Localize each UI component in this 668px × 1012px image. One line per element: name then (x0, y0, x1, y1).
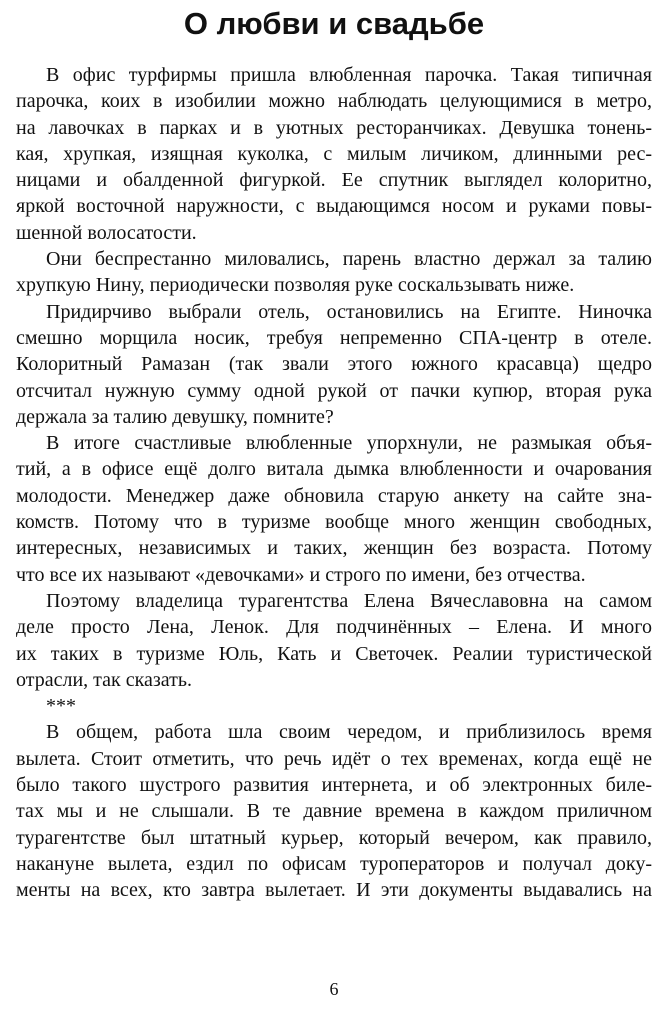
text-line: интересных, независимых и таких, женщин без возраста. Потому (16, 537, 652, 560)
page-number: 6 (329, 979, 339, 999)
text-line: накануне вылета, ездил по офисам туроператоров и получал доку- (16, 852, 652, 875)
text-line: яркой восточной наружности, с выдающимся носом и руками повы- (16, 195, 652, 218)
text-line: кая, хрупкая, изящная куколка, с милым личиком, длинными рес- (16, 142, 652, 165)
text-line: хрупкую Нину, периодически позволяя руке соскальзывать ниже. (16, 274, 575, 297)
text-line: комств. Потому что в туризме вообще много женщин свободных, (16, 511, 652, 534)
text-line: ницами и обалденной фигуркой. Ее спутник выглядел колоритно, (16, 169, 652, 192)
text-line: В офис турфирмы пришла влюбленная парочка. Такая типичная (46, 64, 652, 86)
text-line: их таких в туризме Юль, Кать и Светочек. Реалии туристической (16, 642, 652, 665)
text-line: смешно морщила носик, требуя непременно СПА-центр в отеле. (16, 326, 652, 349)
text-line: парочка, коих в изобилии можно наблюдать целующимися в метро, (16, 90, 652, 113)
text-line: шенной волосатости. (16, 221, 197, 244)
text-line: В общем, работа шла своим чередом, и приблизилось время (46, 721, 652, 744)
text-line: менты на всех, кто завтра вылетает. И эти документы выдавались на (16, 879, 652, 902)
text-line: Колоритный Рамазан (так звали этого южного красавца) щедро (16, 353, 652, 376)
text-line: турагентстве был штатный курьер, который вечером, как правило, (16, 826, 652, 849)
text-line: отрасли, так сказать. (16, 668, 193, 691)
text-line: вылета. Стоит отметить, что речь идёт о тех временах, когда ещё не (16, 747, 652, 770)
text-line: держала за талию девушку, помните? (16, 405, 334, 428)
text-line: было такого шустрого развития интернета, и об электронных биле- (16, 774, 652, 797)
text-line: Поэтому владелица турагентства Елена Вячеславовна на самом (46, 589, 652, 612)
text-line: молодости. Менеджер даже обновила старую анкету на сайте зна- (16, 484, 652, 507)
text-line: тий, а в офисе ещё долго витала дымка влюбленности и очарования (16, 458, 652, 481)
section-separator: *** (46, 695, 76, 718)
text-line: отсчитал нужную сумму одной рукой от пачки купюр, вторая рука (16, 379, 652, 402)
text-line: деле просто Лена, Ленок. Для подчинённых – Елена. И много (16, 616, 652, 639)
text-line: тах мы и не слышали. В те давние времена в каждом приличном (16, 800, 652, 823)
chapter-body (16, 62, 652, 904)
text-line: Придирчиво выбрали отель, остановились на Египте. Ниночка (46, 300, 652, 323)
text-line: что все их называют «девочками» и строго по имени, без отчества. (16, 563, 586, 586)
text-line: на лавочках в парках и в уютных ресторанчиках. Девушка тонень- (16, 116, 652, 139)
text-line: В итоге счастливые влюбленные упорхнули, не размыкая объя- (46, 432, 652, 455)
text-line: Они беспрестанно миловались, парень властно держал за талию (46, 248, 652, 271)
chapter-title: О любви и свадьбе (183, 6, 485, 41)
